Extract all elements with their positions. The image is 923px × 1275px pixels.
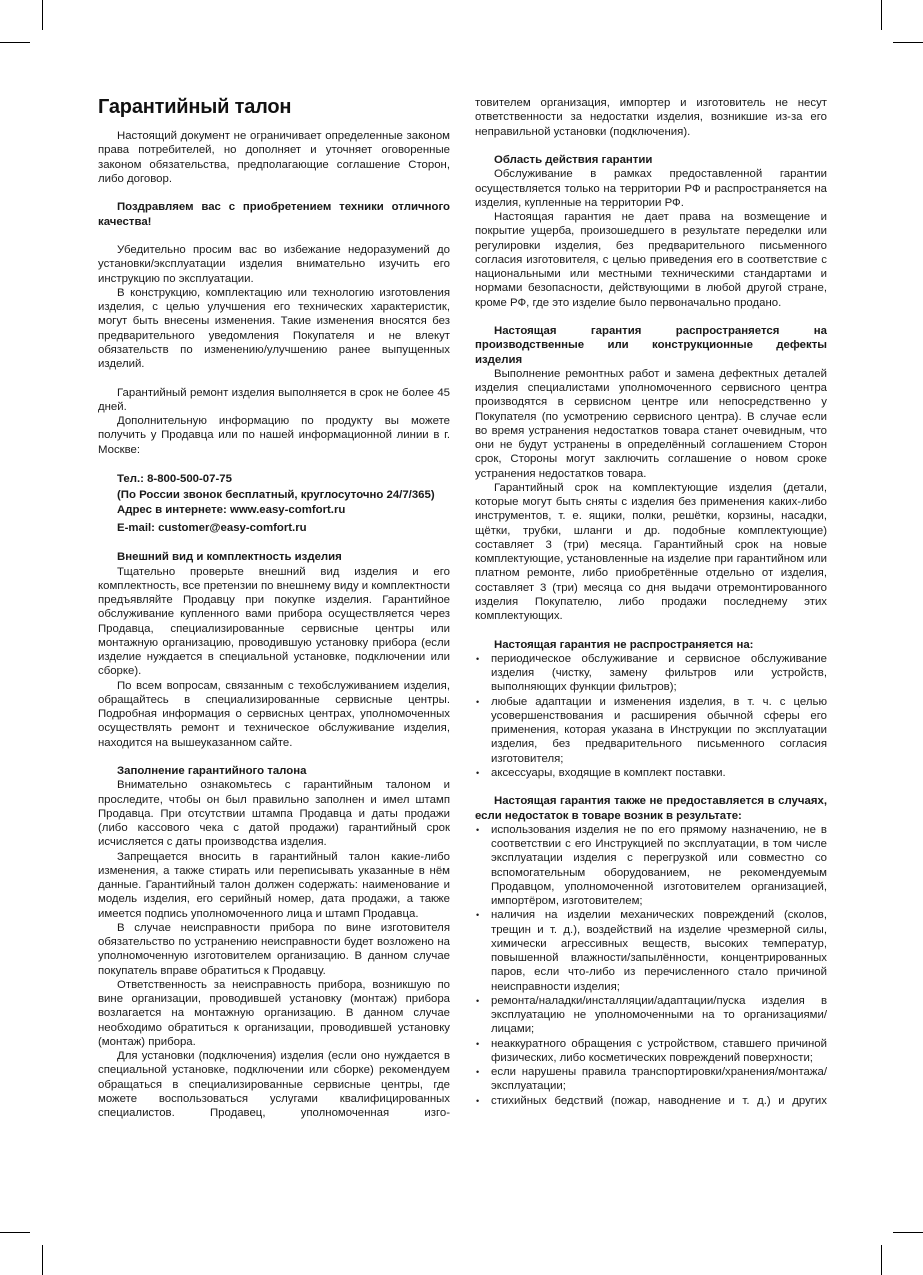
phone: Тел.: 8-800-500-07-75: [117, 473, 232, 485]
list-item: • аксессуары, входящие в комплект поставки.: [475, 766, 827, 780]
list-item: • если нарушены правила транспортировки/хранения/монтажа/эксплуатации;: [475, 1065, 827, 1094]
paragraph: Ответственность за неисправность прибора, возникшую по вине организации, проводившей установку (монтаж) прибора возлагается на монтажную организацию. В данном случае необходимо обратиться к организации, проводившей установку (монтаж) прибора.: [98, 978, 450, 1048]
paragraph: В конструкцию, комплектацию или технологию изготовления изделия, с целью улучшения его технических характеристик, могут быть внесены изменения. Такие изменения вносятся без предварительного уведомления Покупателя и не влекут обязательств по изменению/улучшению ранее выпущенных изделий.: [98, 286, 450, 370]
contact-block: [98, 472, 450, 536]
list-item: • неаккуратного обращения с устройством, ставшего причиной физических, либо косметических повреждений поверхности;: [475, 1037, 827, 1066]
crop-mark-tl-v: [42, 0, 43, 30]
paragraph: По всем вопросам, связанным с техобслуживанием изделия, обращайтесь в специализированные сервисные центры. Подробная информация о сервисных центрах, уполномоченных осуществлять ремонт и техническое обслуживание изделия, находится на вышеуказанном сайте.: [98, 679, 450, 749]
paragraph: В случае неисправности прибора по вине изготовителя обязательство по устранению неисправности будет возложено на уполномоченную изготовителем организацию. В данном случае покупатель вправе обратиться к Продавцу.: [98, 921, 450, 977]
section-heading-scope: Область действия гарантии: [494, 154, 653, 166]
paragraph: Дополнительную информацию по продукту вы можете получить у Продавца или по нашей информационной линии в г. Москве:: [98, 415, 450, 456]
crop-mark-bl-v: [42, 1245, 43, 1275]
paragraph: Убедительно просим вас во избежание недоразумений до установки/эксплуатации изделия внимательно изучить его инструкцию по эксплуатации.: [98, 244, 450, 285]
section-heading-exclusions: Настоящая гарантия не распространяется на:: [494, 638, 754, 651]
crop-mark-tl-h: [0, 42, 30, 43]
list-item: • периодическое обслуживание и сервисное обслуживание изделия (чистку, замену фильтров или устройств, выполняющих функции фильтров);: [475, 652, 827, 695]
cases-list: [475, 823, 827, 1108]
list-item: • использования изделия не по его прямому назначению, не в соответствии с его Инструкцией по эксплуатации, в том числе эксплуатации изделия с перегрузкой или совместно со вспомогательным оборудованием, не рекомендуемым Продавцом, уполномоченной изготовителем организацией, импортёром, изготовителем;: [475, 823, 827, 909]
paragraph: Выполнение ремонтных работ и замена дефектных деталей изделия специалистами уполномоченного сервисного центра производятся в сервисном центре или непосредственно у Покупателя (по усмотрению сервисного центра). В случае если во время устранения недостатков товара станет очевидным, что они не будут устранены в определённый соглашением Сторон срок, Стороны могут заключить соглашение о новом сроке устранения недостатков товара.: [475, 367, 827, 480]
crop-mark-br-v: [881, 1245, 882, 1275]
crop-mark-tr-v: [881, 0, 882, 30]
phone-note: (По России звонок бесплатный, круглосуточно 24/7/365): [117, 488, 435, 501]
paragraph: Гарантийный срок на комплектующие изделия (детали, которые могут быть сняты с изделия без применения каких-либо инструментов, т. е. ящики, полки, решётки, корзины, насадки, щётки, трубки, шланги и др. подобные комплектующие) составляет 3 (три) месяца. Гарантийный срок на новые комплектующие, установленные на изделие при гарантийном или платном ремонте, либо приобретённые отдельно от изделия, составляет 3 (три) месяца со дня выдачи отремонтированного изделия Покупателю, либо продажи последнему этих комплектующих.: [475, 481, 827, 622]
paragraph: Тщательно проверьте внешний вид изделия и его комплектность, все претензии по внешнему виду и комплектности предъявляйте Продавцу при покупке изделия. Гарантийное обслуживание купленного вами прибора осуществляется через Продавца, специализированные сервисные центры или монтажную организацию, проводившую установку прибора (если изделие нуждается в специальной установке, подключении или сборке).: [98, 565, 450, 678]
section-heading-appearance: Внешний вид и комплектность изделия: [117, 551, 342, 564]
intro-paragraph: Настоящий документ не ограничивает определенные законом права потребителей, но дополняет и уточняет оговоренные законом обязательства, предполагающие соглашение Сторон, либо договор.: [98, 130, 450, 185]
paragraph: Внимательно ознакомьтесь с гарантийным талоном и проследите, чтобы он был правильно заполнен и имел штамп Продавца. При отсутствии штампа Продавца и даты продажи (либо кассового чека с датой продажи) гарантийный срок исчисляется с даты производства изделия.: [98, 779, 450, 849]
section-heading-cases: Настоящая гарантия также не предоставляется в случаях, если недостаток в товаре возник в результате:: [475, 795, 827, 822]
paragraph: Гарантийный ремонт изделия выполняется в срок не более 45 дней.: [98, 386, 450, 413]
paragraph: Обслуживание в рамках предоставленной гарантии осуществляется только на территории РФ и распространяется на изделия, купленные на территории РФ.: [475, 168, 827, 209]
page-title: Гарантийный талон: [98, 96, 292, 118]
paragraph: Настоящая гарантия не дает права на возмещение и покрытие ущерба, произошедшего в результате переделки или регулировки изделия, без предварительного письменного согласия изготовителя, с целью приведения его в соответствие с национальными или местными техническими стандартами и нормами безопасности, действующими в любой другой стране, кроме РФ, где это изделие было первоначально продано.: [475, 211, 827, 309]
list-item: • наличия на изделии механических повреждений (сколов, трещин и т. д.), воздействий на изделие чрезмерной силы, химически агрессивных веществ, высоких температур, повышенной влажности/запылённости, концентрированных паров, если что-либо из перечисленного стало причиной неисправности изделия;: [475, 908, 827, 994]
right-column: [475, 96, 827, 1108]
paragraph: Для установки (подключения) изделия (если оно нуждается в специальной установке, подключении или сборке) рекомендуем обращаться в специализированные сервисные центры, где можете воспользоваться услугами квалифицированных специалистов. Продавец, уполномоченная изго-: [98, 1050, 450, 1119]
list-item: • любые адаптации и изменения изделия, в т. ч. с целью усовершенствования и расширения обычной сферы его применения, которая указана в Инструкции по эксплуатации изделия, без предварительного письменного согласия изготовителя;: [475, 695, 827, 766]
list-item: • стихийных бедствий (пожар, наводнение и т. д.) и других: [475, 1094, 827, 1108]
left-column: [98, 129, 450, 1120]
paragraph: Запрещается вносить в гарантийный талон какие-либо изменения, а также стирать или переписывать указанные в нём данные. Гарантийный талон должен содержать: наименование и модель изделия, его серийный номер, дата продажи, а также имеется подпись уполномоченного лица и штамп Продавца.: [98, 850, 450, 920]
crop-mark-br-h: [893, 1232, 923, 1233]
email-link[interactable]: E-mail: customer@easy-comfort.ru: [117, 521, 307, 534]
crop-mark-tr-h: [893, 42, 923, 43]
section-heading-defects: Настоящая гарантия распространяется на производственные или конструкционные дефекты изделия: [475, 325, 827, 366]
exclusions-list: [475, 652, 827, 780]
congrats-heading: Поздравляем вас с приобретением техники отличного качества!: [98, 201, 450, 228]
crop-mark-bl-h: [0, 1232, 30, 1233]
list-item: • ремонта/наладки/инсталляции/адаптации/пуска изделия в эксплуатацию не уполномоченными на то организациями/лицами;: [475, 994, 827, 1037]
section-heading-filling: Заполнение гарантийного талона: [117, 765, 307, 777]
website-link[interactable]: Адрес в интернете: www.easy-comfort.ru: [117, 504, 346, 516]
continuation-paragraph: товителем организация, импортер и изготовитель не несут ответственности за недостатки изделия, возникшие из-за его неправильной установки (подключения).: [475, 97, 827, 138]
